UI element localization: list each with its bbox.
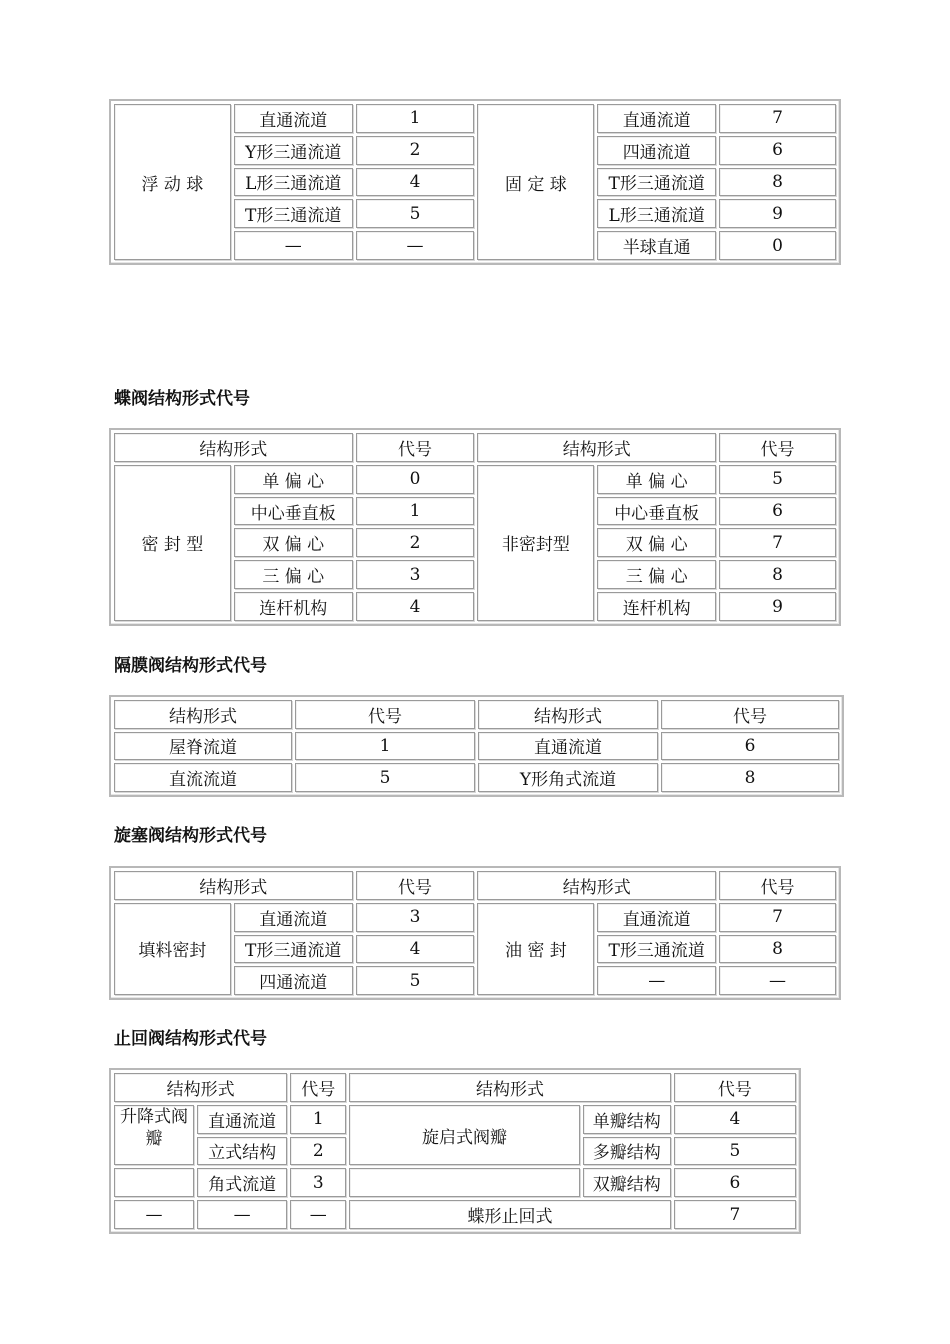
table-cell: 多瓣结构 xyxy=(583,1137,671,1166)
table-header: 结构形式 xyxy=(477,871,716,900)
table-cell: 8 xyxy=(719,935,836,964)
table-cell: 6 xyxy=(674,1168,796,1197)
table-cell: 2 xyxy=(290,1137,346,1166)
table-cell: 1 xyxy=(356,497,475,526)
table-cell: 直通流道 xyxy=(478,732,658,761)
table-cell: — xyxy=(290,1200,346,1229)
butterfly-valve-table xyxy=(109,428,841,626)
ball-group-fixed: 固 定 球 xyxy=(477,104,594,260)
table-cell: 8 xyxy=(719,560,836,589)
table-cell: 直流流道 xyxy=(114,763,292,792)
table-cell: 5 xyxy=(719,465,836,494)
table-header: 代号 xyxy=(661,700,839,729)
table-header: 结构形式 xyxy=(114,871,353,900)
table-cell: T形三通流道 xyxy=(234,935,353,964)
table-cell: 单瓣结构 xyxy=(583,1105,671,1134)
check-valve-table xyxy=(109,1068,801,1234)
table-header: 结构形式 xyxy=(114,433,353,462)
table-cell: 9 xyxy=(719,199,836,228)
table-cell: — xyxy=(114,1200,194,1229)
table-cell: 双瓣结构 xyxy=(583,1168,671,1197)
table-cell: 双 偏 心 xyxy=(597,528,716,557)
check-heading: 止回阀结构形式代号 xyxy=(114,1029,267,1049)
table-cell-empty xyxy=(114,1168,194,1197)
table-cell: 直通流道 xyxy=(234,903,353,932)
table-cell: 5 xyxy=(674,1137,796,1166)
table-header: 代号 xyxy=(356,433,475,462)
table-cell: 5 xyxy=(356,199,475,228)
table-header: 代号 xyxy=(719,871,836,900)
table-cell: 四通流道 xyxy=(234,966,353,995)
table-cell: 直通流道 xyxy=(597,903,716,932)
table-cell: 3 xyxy=(356,560,475,589)
butterfly-heading: 蝶阀结构形式代号 xyxy=(114,389,250,409)
table-cell-empty xyxy=(349,1168,579,1197)
table-cell: 5 xyxy=(356,966,475,995)
table-cell: 1 xyxy=(356,104,475,133)
table-cell: 单 偏 心 xyxy=(597,465,716,494)
table-cell: 1 xyxy=(290,1105,346,1134)
table-cell: 连杆机构 xyxy=(234,592,353,621)
table-cell: 直通流道 xyxy=(197,1105,287,1134)
table-cell: 4 xyxy=(356,168,475,197)
plug-heading: 旋塞阀结构形式代号 xyxy=(114,826,267,846)
table-cell: 三 偏 心 xyxy=(234,560,353,589)
table-cell: — xyxy=(197,1200,287,1229)
table-cell: 6 xyxy=(719,497,836,526)
table-cell: Y形角式流道 xyxy=(478,763,658,792)
table-cell: — xyxy=(719,966,836,995)
table-cell: 角式流道 xyxy=(197,1168,287,1197)
table-cell: 三 偏 心 xyxy=(597,560,716,589)
table-header: 结构形式 xyxy=(477,433,716,462)
table-header: 结构形式 xyxy=(114,700,292,729)
table-cell: 4 xyxy=(674,1105,796,1134)
table-cell: 6 xyxy=(719,136,836,165)
table-cell: 1 xyxy=(295,732,475,761)
table-cell: 0 xyxy=(719,231,836,260)
plug-group-oil: 油 密 封 xyxy=(477,903,594,995)
table-cell: 2 xyxy=(356,136,475,165)
table-header: 结构形式 xyxy=(478,700,658,729)
table-cell: 2 xyxy=(356,528,475,557)
check-group-swing: 旋启式阀瓣 xyxy=(349,1105,579,1166)
table-cell: 四通流道 xyxy=(597,136,716,165)
table-cell: 4 xyxy=(356,592,475,621)
table-cell: 9 xyxy=(719,592,836,621)
table-cell: T形三通流道 xyxy=(597,168,716,197)
ball-valve-table xyxy=(109,99,841,265)
table-cell: T形三通流道 xyxy=(597,935,716,964)
check-group-lift: 升降式阀瓣 xyxy=(114,1105,194,1166)
ball-group-floating: 浮 动 球 xyxy=(114,104,231,260)
table-cell: 中心垂直板 xyxy=(234,497,353,526)
table-cell: 中心垂直板 xyxy=(597,497,716,526)
table-cell: 直通流道 xyxy=(597,104,716,133)
table-cell: 直通流道 xyxy=(234,104,353,133)
table-cell: Y形三通流道 xyxy=(234,136,353,165)
table-cell: 7 xyxy=(719,903,836,932)
table-cell: 连杆机构 xyxy=(597,592,716,621)
table-header: 结构形式 xyxy=(114,1073,287,1102)
table-header: 代号 xyxy=(290,1073,346,1102)
plug-group-packing: 填料密封 xyxy=(114,903,231,995)
table-cell: 7 xyxy=(674,1200,796,1229)
table-cell: T形三通流道 xyxy=(234,199,353,228)
table-cell: 3 xyxy=(290,1168,346,1197)
table-cell: 8 xyxy=(661,763,839,792)
table-header: 结构形式 xyxy=(349,1073,670,1102)
table-cell: 单 偏 心 xyxy=(234,465,353,494)
table-header: 代号 xyxy=(719,433,836,462)
diaphragm-valve-table xyxy=(109,695,844,797)
table-cell: — xyxy=(356,231,475,260)
table-header: 代号 xyxy=(356,871,475,900)
table-cell: 0 xyxy=(356,465,475,494)
table-cell: 7 xyxy=(719,528,836,557)
table-cell: 4 xyxy=(356,935,475,964)
table-cell: 屋脊流道 xyxy=(114,732,292,761)
butterfly-group-sealed: 密 封 型 xyxy=(114,465,231,621)
table-cell: — xyxy=(234,231,353,260)
table-header: 代号 xyxy=(674,1073,796,1102)
table-cell: 双 偏 心 xyxy=(234,528,353,557)
butterfly-group-unsealed: 非密封型 xyxy=(477,465,594,621)
table-cell: 7 xyxy=(719,104,836,133)
table-cell: 5 xyxy=(295,763,475,792)
table-cell: L形三通流道 xyxy=(234,168,353,197)
table-cell: 蝶形止回式 xyxy=(349,1200,670,1229)
table-cell: — xyxy=(597,966,716,995)
table-cell: 6 xyxy=(661,732,839,761)
table-cell: 3 xyxy=(356,903,475,932)
diaphragm-heading: 隔膜阀结构形式代号 xyxy=(114,656,267,676)
table-cell: 半球直通 xyxy=(597,231,716,260)
table-cell: 8 xyxy=(719,168,836,197)
table-header: 代号 xyxy=(295,700,475,729)
table-cell: 立式结构 xyxy=(197,1137,287,1166)
table-cell: L形三通流道 xyxy=(597,199,716,228)
plug-valve-table xyxy=(109,866,841,1000)
